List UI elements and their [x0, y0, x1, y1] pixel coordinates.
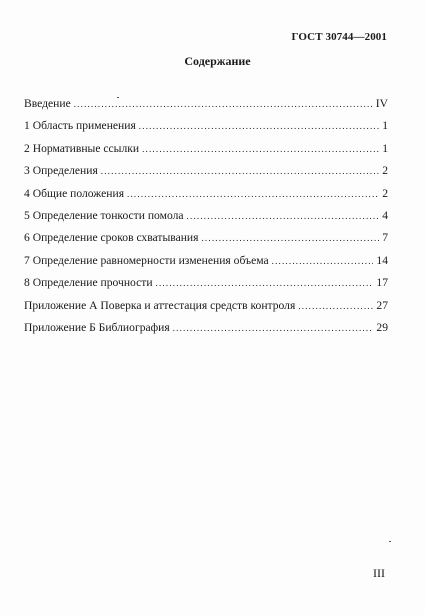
toc-entry[interactable] — [24, 119, 388, 141]
toc-entry[interactable] — [24, 97, 388, 119]
toc-entry[interactable] — [24, 231, 388, 253]
toc-entry[interactable] — [24, 142, 388, 164]
toc-leader-dots — [127, 189, 379, 199]
toc-entry[interactable] — [24, 321, 388, 343]
scan-speck — [117, 97, 119, 98]
page-title: Содержание — [184, 54, 251, 68]
toc-entry-page: 27 — [376, 298, 388, 312]
toc-entry-label: 6 Определение сроков схватывания — [24, 231, 199, 245]
page-number: III — [373, 566, 385, 580]
toc-entry-page: 29 — [376, 320, 388, 334]
toc-entry-page: 17 — [376, 276, 388, 290]
toc-leader-dots — [101, 166, 379, 176]
toc-entry[interactable] — [24, 187, 388, 209]
toc-entry[interactable] — [24, 209, 388, 231]
standard-code: ГОСТ 30744—2001 — [291, 31, 387, 43]
toc-entry[interactable] — [24, 164, 388, 186]
toc-entry-label: Приложение А Поверка и аттестация средств контроля — [24, 298, 296, 312]
toc-leader-dots — [272, 256, 374, 266]
toc-entry[interactable] — [24, 254, 388, 276]
toc-entry-page: IV — [375, 97, 388, 110]
toc-leader-dots — [142, 144, 379, 154]
toc-entry-page: 2 — [382, 164, 388, 178]
toc-entry-label: 8 Определение прочности — [24, 276, 153, 290]
toc-entry-label: 2 Нормативные ссылки — [24, 141, 140, 155]
toc-entry[interactable] — [24, 299, 388, 321]
toc-entry-page: 1 — [382, 141, 388, 155]
toc-entry-label: 7 Определение равномерности изменения объема — [24, 253, 269, 267]
toc-leader-dots — [298, 301, 373, 311]
toc-entry-page: 7 — [382, 231, 388, 245]
scan-speck — [389, 541, 391, 542]
toc-entry-label: Введение — [24, 97, 71, 110]
toc-entry[interactable] — [24, 276, 388, 298]
toc-leader-dots — [201, 233, 379, 243]
toc-leader-dots — [187, 211, 380, 221]
table-of-contents — [24, 97, 388, 343]
toc-leader-dots — [156, 278, 374, 288]
toc-entry-label: 3 Определения — [24, 164, 98, 178]
toc-leader-dots — [173, 323, 374, 333]
toc-entry-label: Приложение Б Библиография — [24, 320, 170, 334]
toc-entry-page: 2 — [382, 186, 388, 200]
toc-entry-label: 5 Определение тонкости помола — [24, 208, 184, 222]
toc-leader-dots — [139, 121, 379, 131]
toc-entry-label: 1 Область применения — [24, 119, 136, 133]
toc-entry-label: 4 Общие положения — [24, 186, 125, 200]
toc-entry-page: 4 — [382, 208, 388, 222]
toc-entry-page: 1 — [382, 119, 388, 133]
toc-entry-page: 14 — [376, 253, 388, 267]
toc-leader-dots — [74, 99, 373, 109]
